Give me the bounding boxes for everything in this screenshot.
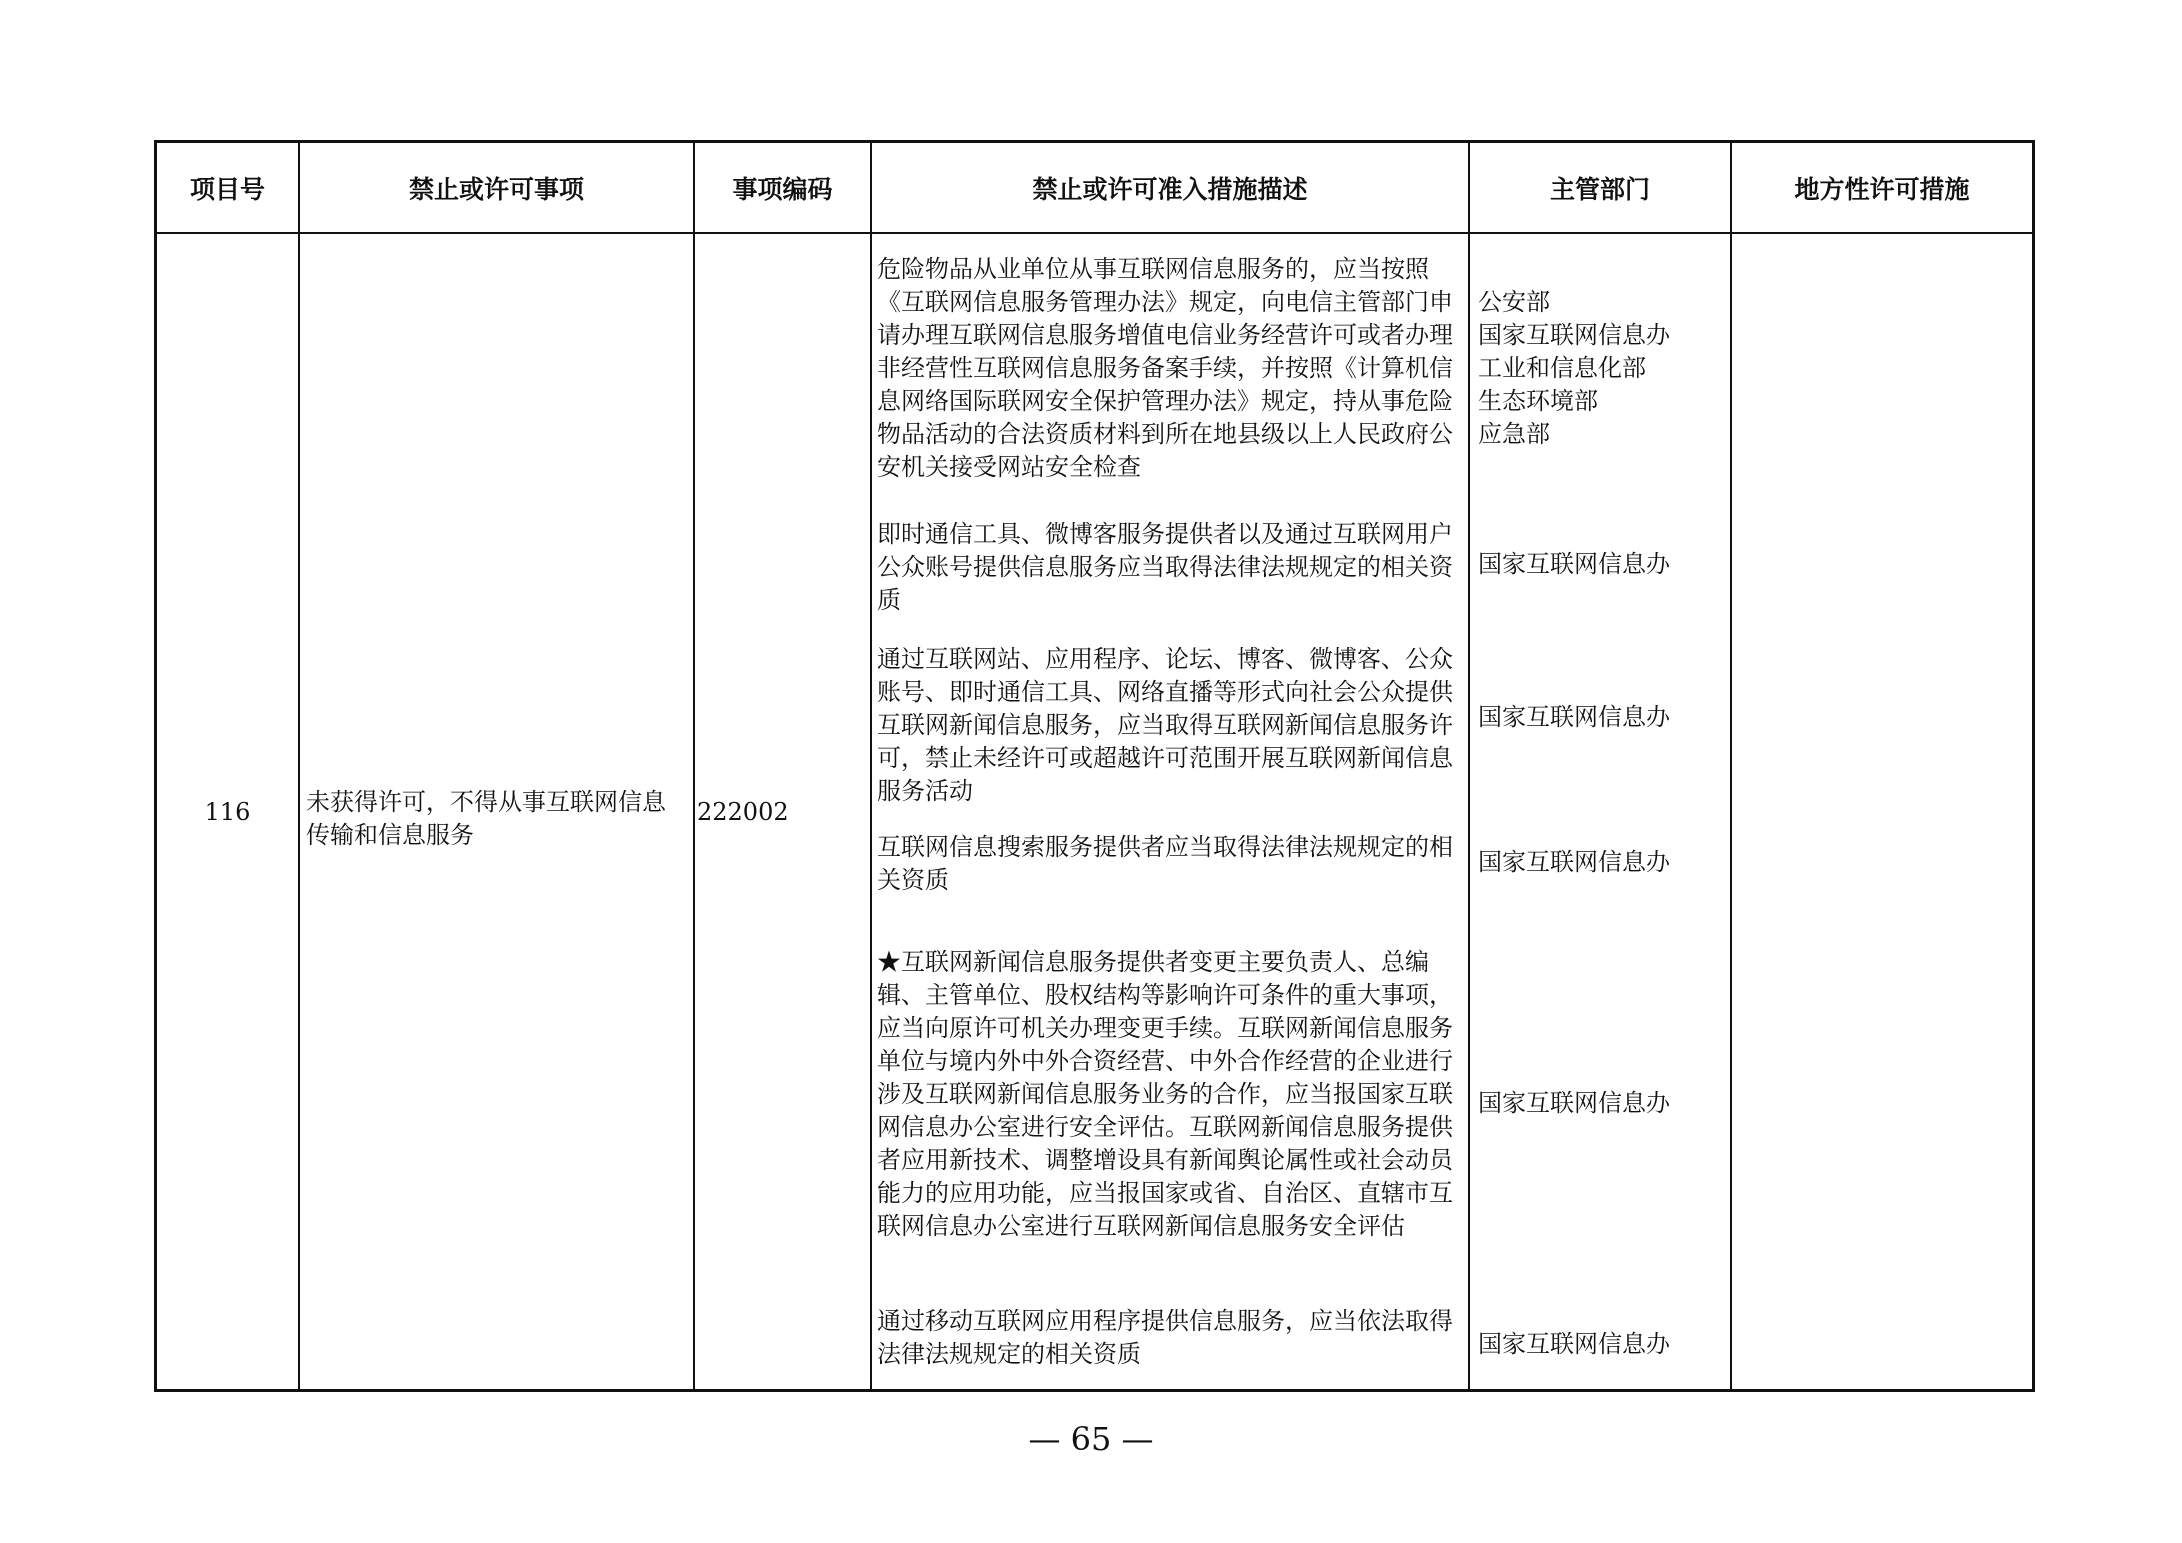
department-name: 国家互联网信息办 bbox=[1478, 1089, 1670, 1117]
measure-description: ★互联网新闻信息服务提供者变更主要负责人、总编辑、主管单位、股权结构等影响许可条件的重大事项，应当向原许可机关办理变更手续。互联网新闻信息服务单位与境内外中外合资经营、中外合作经营的企业进行涉及互联网新闻信息服务业务的合作，应当报国家互联网信息办公室进行安全评估。互联网新闻信息服务提供者应用新技术、调整增设具有新闻舆论属性或社会动员能力的应用功能，应当报国家或省、自治区、直辖市互联网信息办公室进行互联网新闻信息服务安全评估 bbox=[877, 948, 1453, 1240]
department-name: 国家互联网信息办 bbox=[1478, 703, 1670, 731]
page-number: — 65 — bbox=[1028, 1420, 1154, 1458]
department-list bbox=[1478, 286, 1718, 451]
department-name: 国家互联网信息办 bbox=[1478, 321, 1670, 349]
column-divider bbox=[1468, 143, 1470, 1389]
header-code: 事项编码 bbox=[732, 175, 833, 204]
column-divider bbox=[870, 143, 872, 1389]
permit-table bbox=[154, 140, 2035, 1392]
header-matter: 禁止或许可事项 bbox=[408, 175, 584, 204]
measure-description: 通过互联网站、应用程序、论坛、博客、微博客、公众账号、即时通信工具、网络直播等形式向社会公众提供互联网新闻信息服务，应当取得互联网新闻信息服务许可，禁止未经许可或超越许可范围开展互联网新闻信息服务活动 bbox=[877, 645, 1453, 805]
header-item-no: 项目号 bbox=[189, 175, 265, 204]
measure-description: 危险物品从业单位从事互联网信息服务的，应当按照《互联网信息服务管理办法》规定，向电信主管部门申请办理互联网信息服务增值电信业务经营许可或者办理非经营性互联网信息服务备案手续，并按照《计算机信息网络国际联网安全保护管理办法》规定，持从事危险物品活动的合法资质材料到所在地县级以上人民政府公安机关接受网站安全检查 bbox=[877, 255, 1453, 481]
column-divider bbox=[693, 143, 695, 1389]
department-name: 公安部 bbox=[1478, 288, 1550, 316]
department-name: 国家互联网信息办 bbox=[1478, 1330, 1670, 1358]
item-number: 116 bbox=[204, 798, 251, 826]
department-name: 国家互联网信息办 bbox=[1478, 848, 1670, 876]
measure-description: 即时通信工具、微博客服务提供者以及通过互联网用户公众账号提供信息服务应当取得法律法规规定的相关资质 bbox=[877, 520, 1453, 614]
header-local-measures: 地方性许可措施 bbox=[1794, 175, 1970, 204]
measure-description: 互联网信息搜索服务提供者应当取得法律法规规定的相关资质 bbox=[877, 833, 1453, 894]
department-name: 国家互联网信息办 bbox=[1478, 550, 1670, 578]
matter-text: 未获得许可，不得从事互联网信息传输和信息服务 bbox=[306, 788, 666, 849]
matter-code: 222002 bbox=[697, 798, 789, 826]
header-measure-description: 禁止或许可准入措施描述 bbox=[1032, 175, 1308, 204]
column-divider bbox=[298, 143, 300, 1389]
department-name: 应急部 bbox=[1478, 420, 1550, 448]
department-name: 工业和信息化部 bbox=[1478, 354, 1646, 382]
department-name: 生态环境部 bbox=[1478, 387, 1598, 415]
header-department: 主管部门 bbox=[1549, 175, 1650, 204]
measure-description: 通过移动互联网应用程序提供信息服务，应当依法取得法律法规规定的相关资质 bbox=[877, 1307, 1453, 1368]
column-divider bbox=[1730, 143, 1732, 1389]
